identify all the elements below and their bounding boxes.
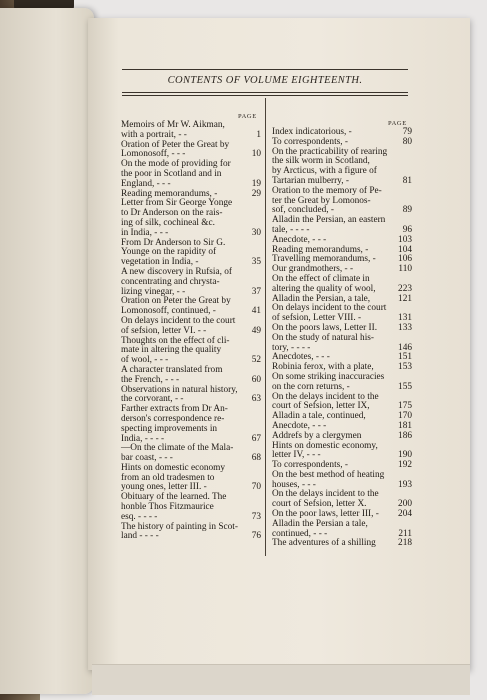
entry-title: Oration on Peter the Great by (121, 296, 231, 307)
entry-title: honble Thos Fitzmaurice (121, 502, 214, 513)
entry-title: of wool, - - - (121, 355, 169, 366)
entry-page-number: 186 (398, 430, 412, 441)
entry-page-number: 68 (251, 453, 261, 464)
header-rule-bottom (122, 92, 408, 96)
entry-title: ter the Great by Lomonos- (272, 195, 371, 206)
entry-title: the French, - - - (121, 374, 180, 385)
entry-title: concentrating and chrysta- (121, 276, 220, 287)
entry-page-number: 192 (398, 460, 412, 471)
entry-title: On the study of natural his- (272, 332, 374, 343)
entry-title: of sefsion, Letter VIII. - (272, 313, 362, 324)
entry-page-number: 52 (251, 355, 261, 366)
entry-title: mate in altering the quality (121, 345, 222, 356)
entry-title: On the poor laws, letter III, - (272, 509, 379, 520)
entry-title: On the poors laws, Letter II. (272, 322, 378, 333)
entry-title: Younge on the rapidity of (121, 247, 217, 258)
page-edge (92, 664, 470, 695)
entry-title: tale, - - - - (272, 224, 310, 235)
entry-title: Anecdote, - - - (272, 420, 327, 431)
entry-title: —On the climate of the Mala- (121, 443, 234, 454)
contents-entry (121, 532, 261, 542)
entry-title: sof, concluded, - (272, 205, 334, 216)
entry-title: to Dr Anderson on the rais- (121, 208, 223, 219)
entry-title: vegetation in India, - (121, 257, 199, 268)
entry-title: continued, - - - (272, 528, 328, 539)
entry-title: the silk worm in Scotland, (272, 156, 370, 167)
entry-title: court of Sefsion, letter IX, (272, 401, 370, 412)
entry-title: Our grandmothers, - - (272, 264, 354, 275)
entry-page-number: 89 (402, 205, 412, 216)
entry-title: The adventures of a shilling (272, 538, 376, 549)
entry-title: esq. - - - - (121, 511, 158, 522)
left-page (0, 8, 94, 694)
entry-page-number: 49 (251, 325, 261, 336)
entry-page-number: 146 (398, 342, 412, 353)
entry-title: land - - - - (121, 531, 159, 542)
entry-title: with a portrait, - - (121, 129, 187, 140)
entry-title: ing of silk, cochineal &c. (121, 217, 215, 228)
entry-title: On the best method of heating (272, 469, 385, 480)
entry-page-number: 67 (251, 433, 261, 444)
entry-page-number: 76 (251, 531, 261, 542)
entry-page-number: 106 (398, 254, 412, 265)
entry-page-number: 218 (398, 538, 412, 549)
entry-title: Tartarian mulberry, - (272, 175, 349, 186)
page-column-label-right: PAGE (388, 120, 407, 127)
entry-page-number: 133 (398, 322, 412, 333)
entry-title: Addrefs by a clergymen (272, 430, 362, 441)
entry-page-number: 10 (251, 149, 261, 160)
contents-entry (272, 539, 412, 549)
entry-title: Hints on domestic economy, (272, 440, 378, 451)
entry-page-number: 81 (402, 175, 412, 186)
entry-title: tory, - - - - (272, 342, 311, 353)
entry-title: A new discovery in Rufsia, of (121, 266, 233, 277)
entry-page-number: 37 (251, 286, 261, 297)
entry-title: On the practicability of rearing (272, 146, 388, 157)
entry-page-number: 103 (398, 234, 412, 245)
entry-title: Lomonosoff, - - - (121, 149, 186, 160)
entry-page-number: 63 (251, 394, 261, 405)
entry-page-number: 35 (251, 257, 261, 268)
entry-title: the corvorant, - - (121, 394, 184, 405)
entry-title: Robinia ferox, with a plate, (272, 362, 374, 373)
entry-title: On the delays incident to the (272, 391, 379, 402)
entry-page-number: 193 (398, 479, 412, 490)
entry-page-number: 41 (251, 306, 261, 317)
entry-page-number: 211 (398, 528, 412, 539)
entry-page-number: 79 (402, 127, 412, 137)
entry-page-number: 155 (398, 381, 412, 392)
entry-page-number: 190 (398, 450, 412, 461)
entry-page-number: 223 (398, 283, 412, 294)
entry-title: young ones, letter III. - (121, 482, 207, 493)
contents-left-column (121, 121, 261, 542)
entry-page-number: 1 (256, 129, 261, 140)
entry-title: Alladin the Persian, an eastern (272, 215, 386, 226)
entry-page-number: 110 (398, 264, 412, 275)
entry-title: derson's correspondence re- (121, 413, 225, 424)
entry-title: court of Sefsion, letter X. (272, 499, 367, 510)
entry-title: Oration of Peter the Great by (121, 139, 230, 150)
entry-title: in India, - - - (121, 227, 169, 238)
contents-right-column (272, 128, 412, 549)
entry-title: lizing vinegar, - - (121, 286, 186, 297)
entry-title: Anecdote, - - - (272, 234, 327, 245)
entry-title: On the delays incident to the (272, 489, 379, 500)
entry-title: Reading memorandums, - (121, 188, 218, 199)
entry-page-number: 181 (398, 420, 412, 431)
entry-page-number: 80 (402, 136, 412, 147)
entry-title: by Arcticus, with a figure of (272, 166, 377, 177)
entry-page-number: 121 (398, 293, 412, 304)
entry-title: Alladin the Persian a tale, (272, 518, 368, 529)
entry-title: Obituary of the learned. The (121, 492, 227, 503)
entry-page-number: 204 (398, 509, 412, 520)
entry-title: letter IV, - - - (272, 450, 321, 461)
entry-title: specting improvements in (121, 423, 218, 434)
entry-title: houses, - - - (272, 479, 316, 490)
page-column-label-left: PAGE (238, 113, 257, 120)
entry-title: Anecdotes, - - - (272, 352, 330, 363)
entry-title: Thoughts on the effect of cli- (121, 335, 230, 346)
entry-title: Alladin the Persian, a tale, (272, 293, 371, 304)
entry-title: England, - - - (121, 178, 171, 189)
entry-page-number: 170 (398, 411, 412, 422)
entry-page-number: 30 (251, 227, 261, 238)
entry-title: the poor in Scotland and in (121, 168, 222, 179)
entry-title: On delays incident to the court (272, 303, 387, 314)
entry-page-number: 29 (251, 188, 261, 199)
column-divider (265, 98, 266, 556)
contents-title: CONTENTS OF VOLUME EIGHTEENTH. (167, 75, 363, 86)
entry-title: Lomonosoff, continued, - (121, 306, 216, 317)
entry-title: On delays incident to the court (121, 315, 236, 326)
entry-title: Travelling memorandums, - (272, 254, 376, 265)
entry-title: India, - - - - (121, 433, 165, 444)
entry-title: On the effect of climate in (272, 273, 370, 284)
entry-page-number: 131 (398, 313, 412, 324)
entry-page-number: 200 (398, 499, 412, 510)
entry-page-number: 19 (251, 178, 261, 189)
entry-title: Memoirs of Mr W. Aikman, (121, 120, 225, 130)
entry-title: The history of painting in Scot- (121, 521, 238, 532)
entry-title: of sefsion, letter VI. - - (121, 325, 207, 336)
entry-page-number: 104 (398, 244, 412, 255)
entry-page-number: 96 (402, 224, 412, 235)
entry-title: From Dr Anderson to Sir G. (121, 237, 226, 248)
header-rule-top (122, 69, 408, 70)
entry-title: Oration to the memory of Pe- (272, 185, 382, 196)
entry-page-number: 175 (398, 401, 412, 412)
entry-title: bar coast, - - - (121, 453, 173, 464)
entry-title: Hints on domestic economy (121, 462, 226, 473)
entry-title: Observations in natural history, (121, 384, 238, 395)
entry-page-number: 153 (398, 362, 412, 373)
entry-page-number: 60 (251, 374, 261, 385)
entry-title: To correspondents, - (272, 460, 349, 471)
entry-title: altering the quality of wool, (272, 283, 376, 294)
entry-title: A character translated from (121, 364, 223, 375)
entry-page-number: 70 (251, 482, 261, 493)
entry-title: On some striking inaccuracies (272, 371, 385, 382)
entry-title: Alladin a tale, continued, (272, 411, 366, 422)
entry-page-number: 151 (398, 352, 412, 363)
entry-title: Farther extracts from Dr An- (121, 404, 228, 415)
entry-title: To correspondents, - (272, 136, 349, 147)
entry-title: on the corn returns, - (272, 381, 350, 392)
entry-page-number: 73 (251, 511, 261, 522)
entry-title: On the mode of providing for (121, 159, 231, 170)
entry-title: Letter from Sir George Yonge (121, 198, 233, 209)
entry-title: Reading memorandums, - (272, 244, 369, 255)
entry-title: Index indicatorious, - (272, 127, 352, 137)
entry-title: from an old tradesmen to (121, 472, 215, 483)
